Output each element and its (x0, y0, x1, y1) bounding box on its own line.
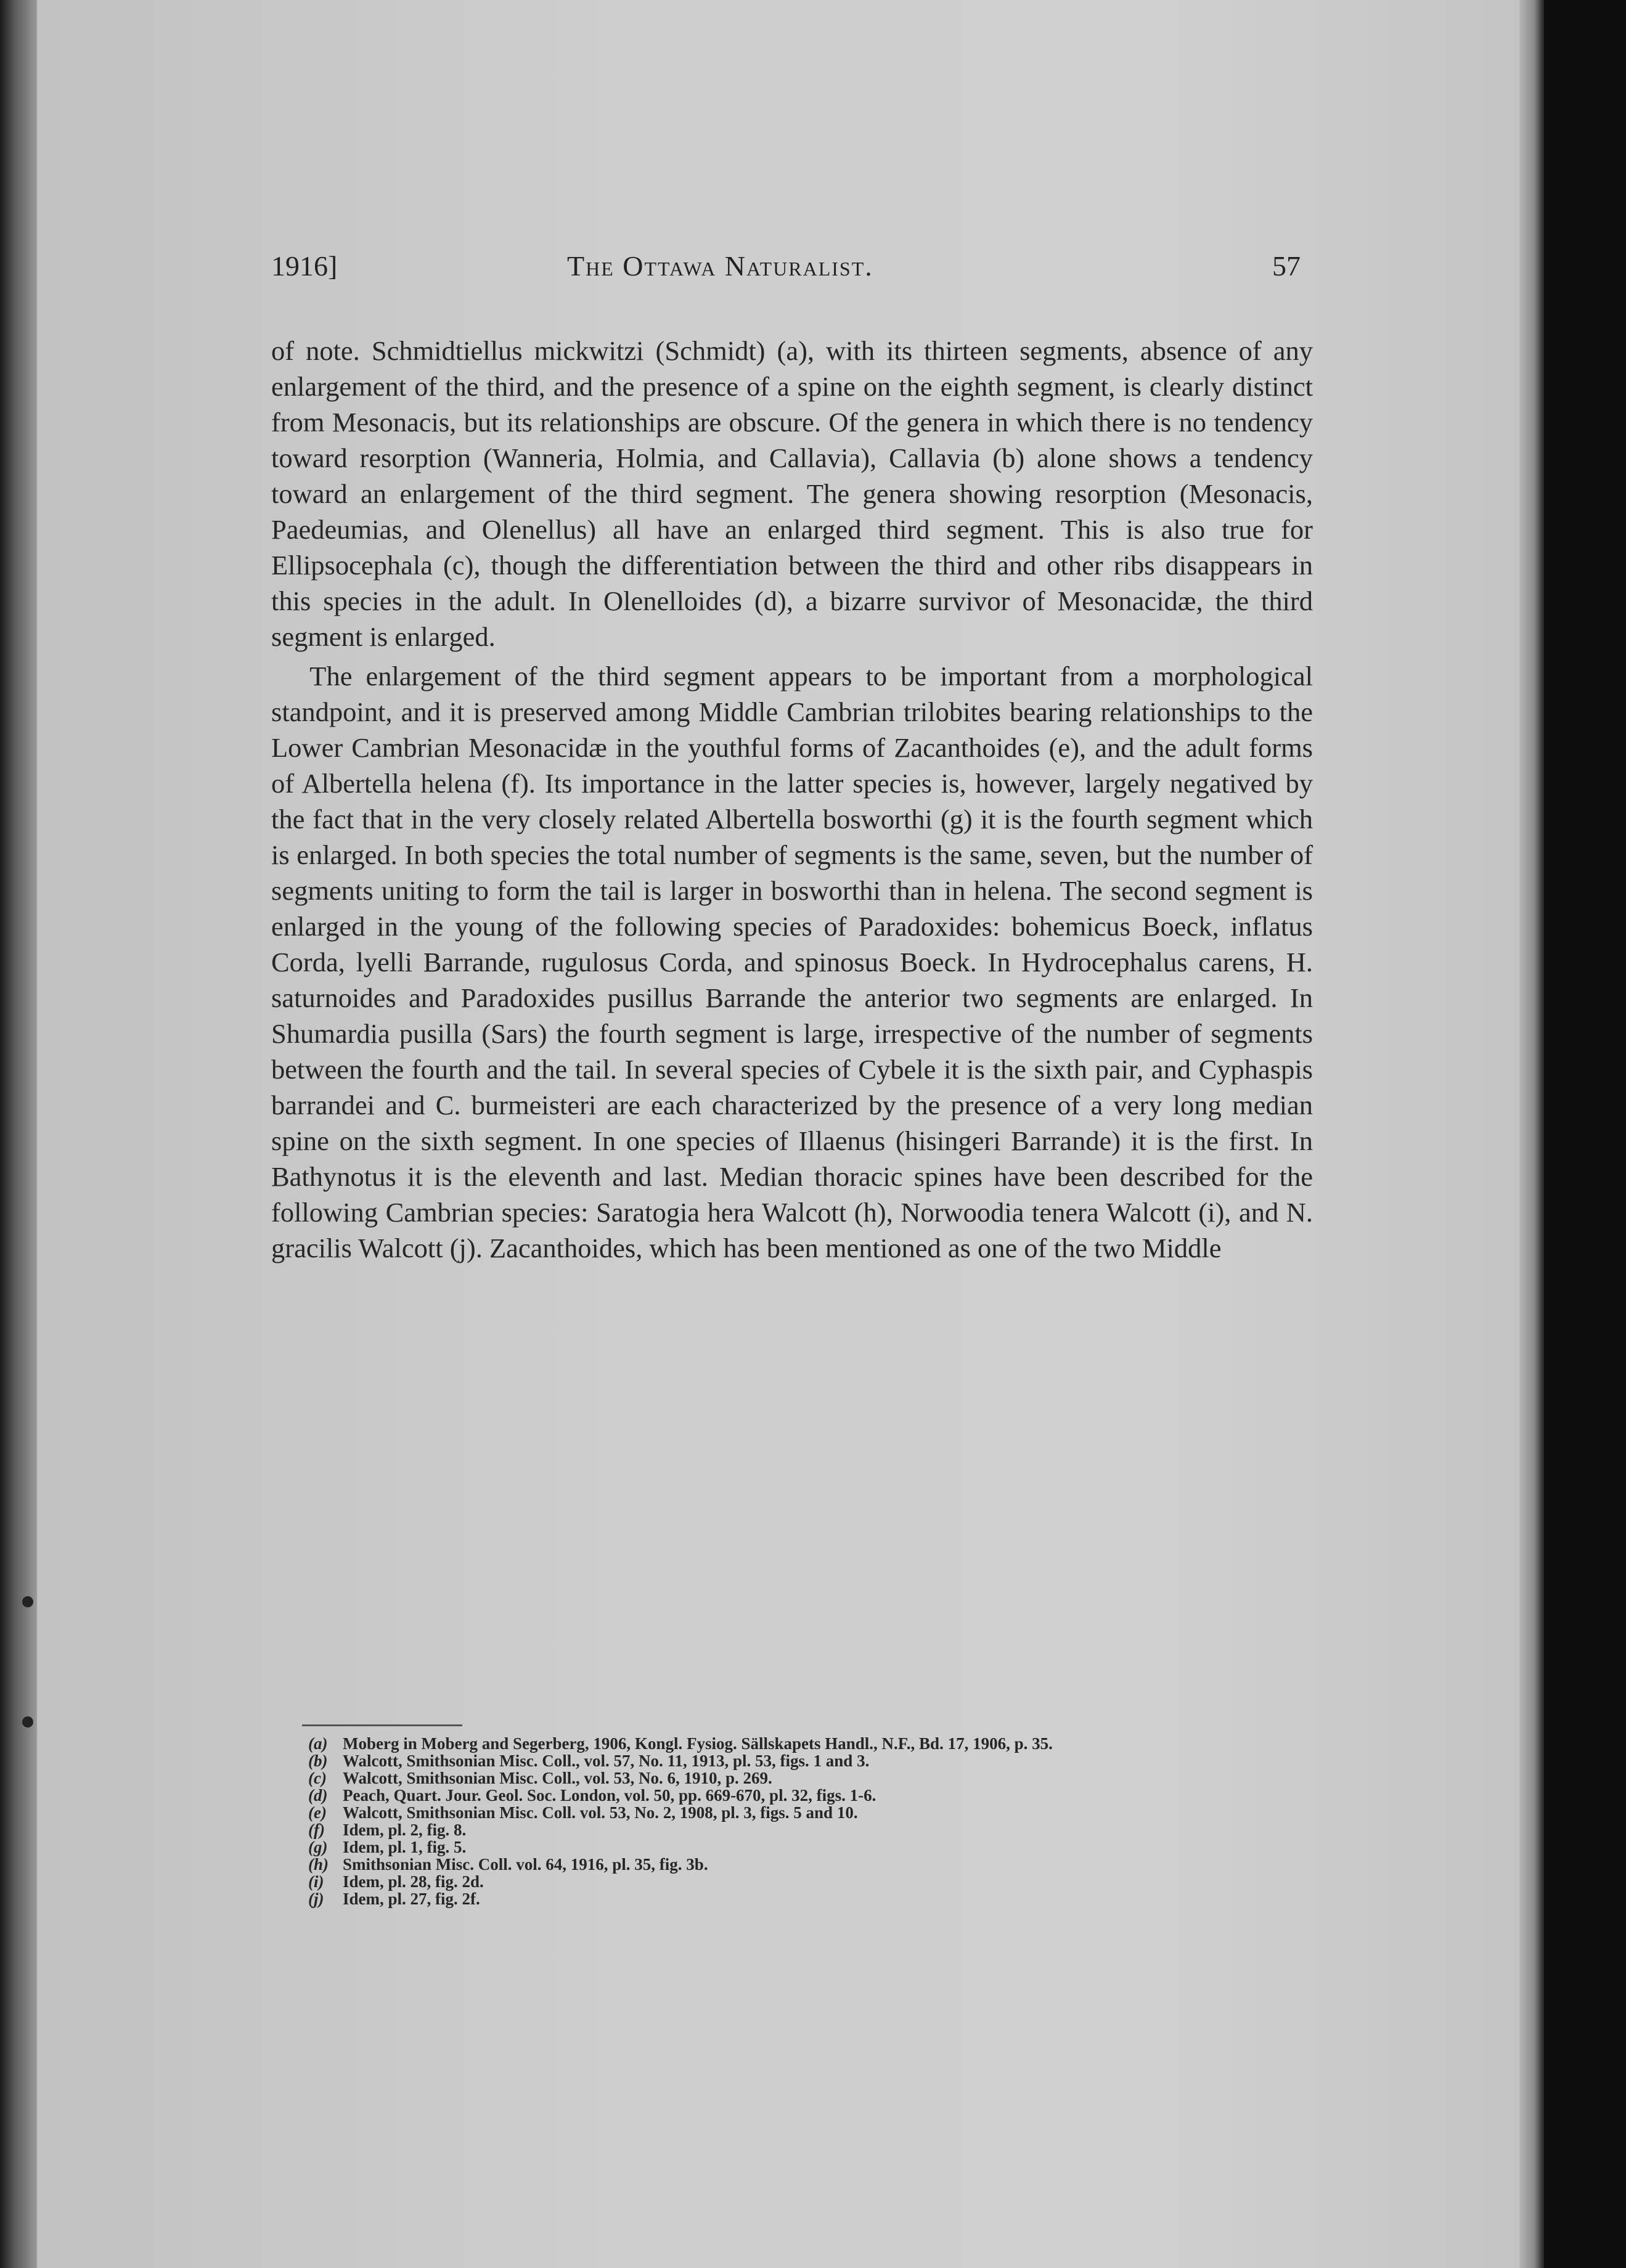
footnote-text: Walcott, Smithsonian Misc. Coll., vol. 53, No. 6, 1910, p. 269. (343, 1769, 772, 1787)
footnote-mark: (a) (308, 1734, 328, 1753)
footnote (308, 1752, 1331, 1769)
footnote-mark: (d) (308, 1786, 328, 1805)
footnote (308, 1787, 1331, 1804)
paragraph: The enlargement of the third segment appears to be important from a morphological standpoint, and it is preserved among Middle Cambrian trilobites bearing relationships to the Lower Cambrian Mesonacidæ in the youthful forms of Zacanthoides (e), and the adult forms of Albertella helena (f). Its importance in the latter species is, however, largely negatived by the fact that in the very closely related Albertella bosworthi (g) it is the fourth segment which is enlarged. In both species the total number of segments is the same, seven, but the number of segments uniting to form the tail is larger in bosworthi than in helena. The second segment is enlarged in the young of the following species of Paradoxides: bohemicus Boeck, inflatus Corda, lyelli Barrande, rugulosus Corda, and spinosus Boeck. In Hydrocephalus carens, H. saturnoides and Paradoxides pusillus Barrande the anterior two segments are enlarged. In Shumardia pusilla (Sars) the fourth segment is large, irrespective of the number of segments between the fourth and the tail. In several species of Cybele it is the sixth pair, and Cyphaspis barrandei and C. burmeisteri are each characterized by the presence of a very long median spine on the sixth segment. In one species of Illaenus (hisingeri Barrande) it is the first. In Bathynotus it is the eleventh and last. Median thoracic spines have been described for the following Cambrian species: Saratogia hera Walcott (h), Norwoodia tenera Walcott (i), and N. gracilis Walcott (j). Zacanthoides, which has been mentioned as one of the two Middle (271, 661, 1313, 1263)
footnote-mark: (j) (308, 1890, 324, 1908)
footnote (308, 1821, 1331, 1838)
page-edge (1519, 0, 1544, 2268)
footnote-mark: (i) (308, 1872, 324, 1891)
footnote-rule (302, 1724, 462, 1726)
page-number: 57 (1272, 250, 1301, 282)
footnote-text: Idem, pl. 28, fig. 2d. (343, 1872, 484, 1891)
footnote-mark: (b) (308, 1752, 328, 1770)
footnote-mark: (g) (308, 1838, 328, 1856)
footnote-text: Idem, pl. 2, fig. 8. (343, 1821, 467, 1839)
footnote-text: Smithsonian Misc. Coll. vol. 64, 1916, pl. 35, fig. 3b. (343, 1855, 708, 1874)
footnote (308, 1873, 1331, 1890)
footnote (308, 1804, 1331, 1821)
footnote (308, 1890, 1331, 1907)
journal-title: The Ottawa Naturalist. (567, 250, 873, 282)
book-spine (0, 0, 37, 2268)
running-header (271, 250, 1301, 299)
footnote-text: Walcott, Smithsonian Misc. Coll., vol. 57, No. 11, 1913, pl. 53, figs. 1 and 3. (343, 1752, 870, 1770)
footnote (308, 1735, 1331, 1752)
paragraph: of note. Schmidtiellus mickwitzi (Schmidt) (a), with its thirteen segments, absence of any enlargement of the third, and the presence of a spine on the eighth segment, is clearly distinct from Mesonacis, but its relationships are obscure. Of the genera in which there is no tendency toward resorption (Wanneria, Holmia, and Callavia), Callavia (b) alone shows a tendency toward an enlargement of the third segment. The genera showing resorption (Mesonacis, Paedeumias, and Olenellus) all have an enlarged third segment. This is also true for Ellipsocephala (c), though the differentiation between the third and other ribs disappears in this species in the adult. In Olenelloides (d), a bizarre survivor of Mesonacidæ, the third segment is enlarged. (271, 335, 1313, 652)
footnote-mark: (h) (308, 1855, 329, 1874)
footnote-text: Idem, pl. 1, fig. 5. (343, 1838, 467, 1856)
footnote-text: Moberg in Moberg and Segerberg, 1906, Kongl. Fysiog. Sällskapets Handl., N.F., Bd. 17, 1906, p. 35. (343, 1734, 1053, 1753)
footnote (308, 1769, 1331, 1787)
footnotes (308, 1735, 1331, 1907)
article-body (271, 333, 1313, 1266)
binding-mark (22, 1596, 33, 1607)
header-year: 1916] (271, 250, 338, 282)
footnote-mark: (c) (308, 1769, 327, 1787)
footnote (308, 1856, 1331, 1873)
footnote-text: Walcott, Smithsonian Misc. Coll. vol. 53, No. 2, 1908, pl. 3, figs. 5 and 10. (343, 1803, 858, 1822)
binding-mark (22, 1716, 33, 1728)
footnote-mark: (e) (308, 1803, 327, 1822)
footnote-mark: (f) (308, 1821, 325, 1839)
footnote (308, 1838, 1331, 1856)
footnote-text: Peach, Quart. Jour. Geol. Soc. London, vol. 50, pp. 669-670, pl. 32, figs. 1-6. (343, 1786, 876, 1805)
footnote-text: Idem, pl. 27, fig. 2f. (343, 1890, 480, 1908)
